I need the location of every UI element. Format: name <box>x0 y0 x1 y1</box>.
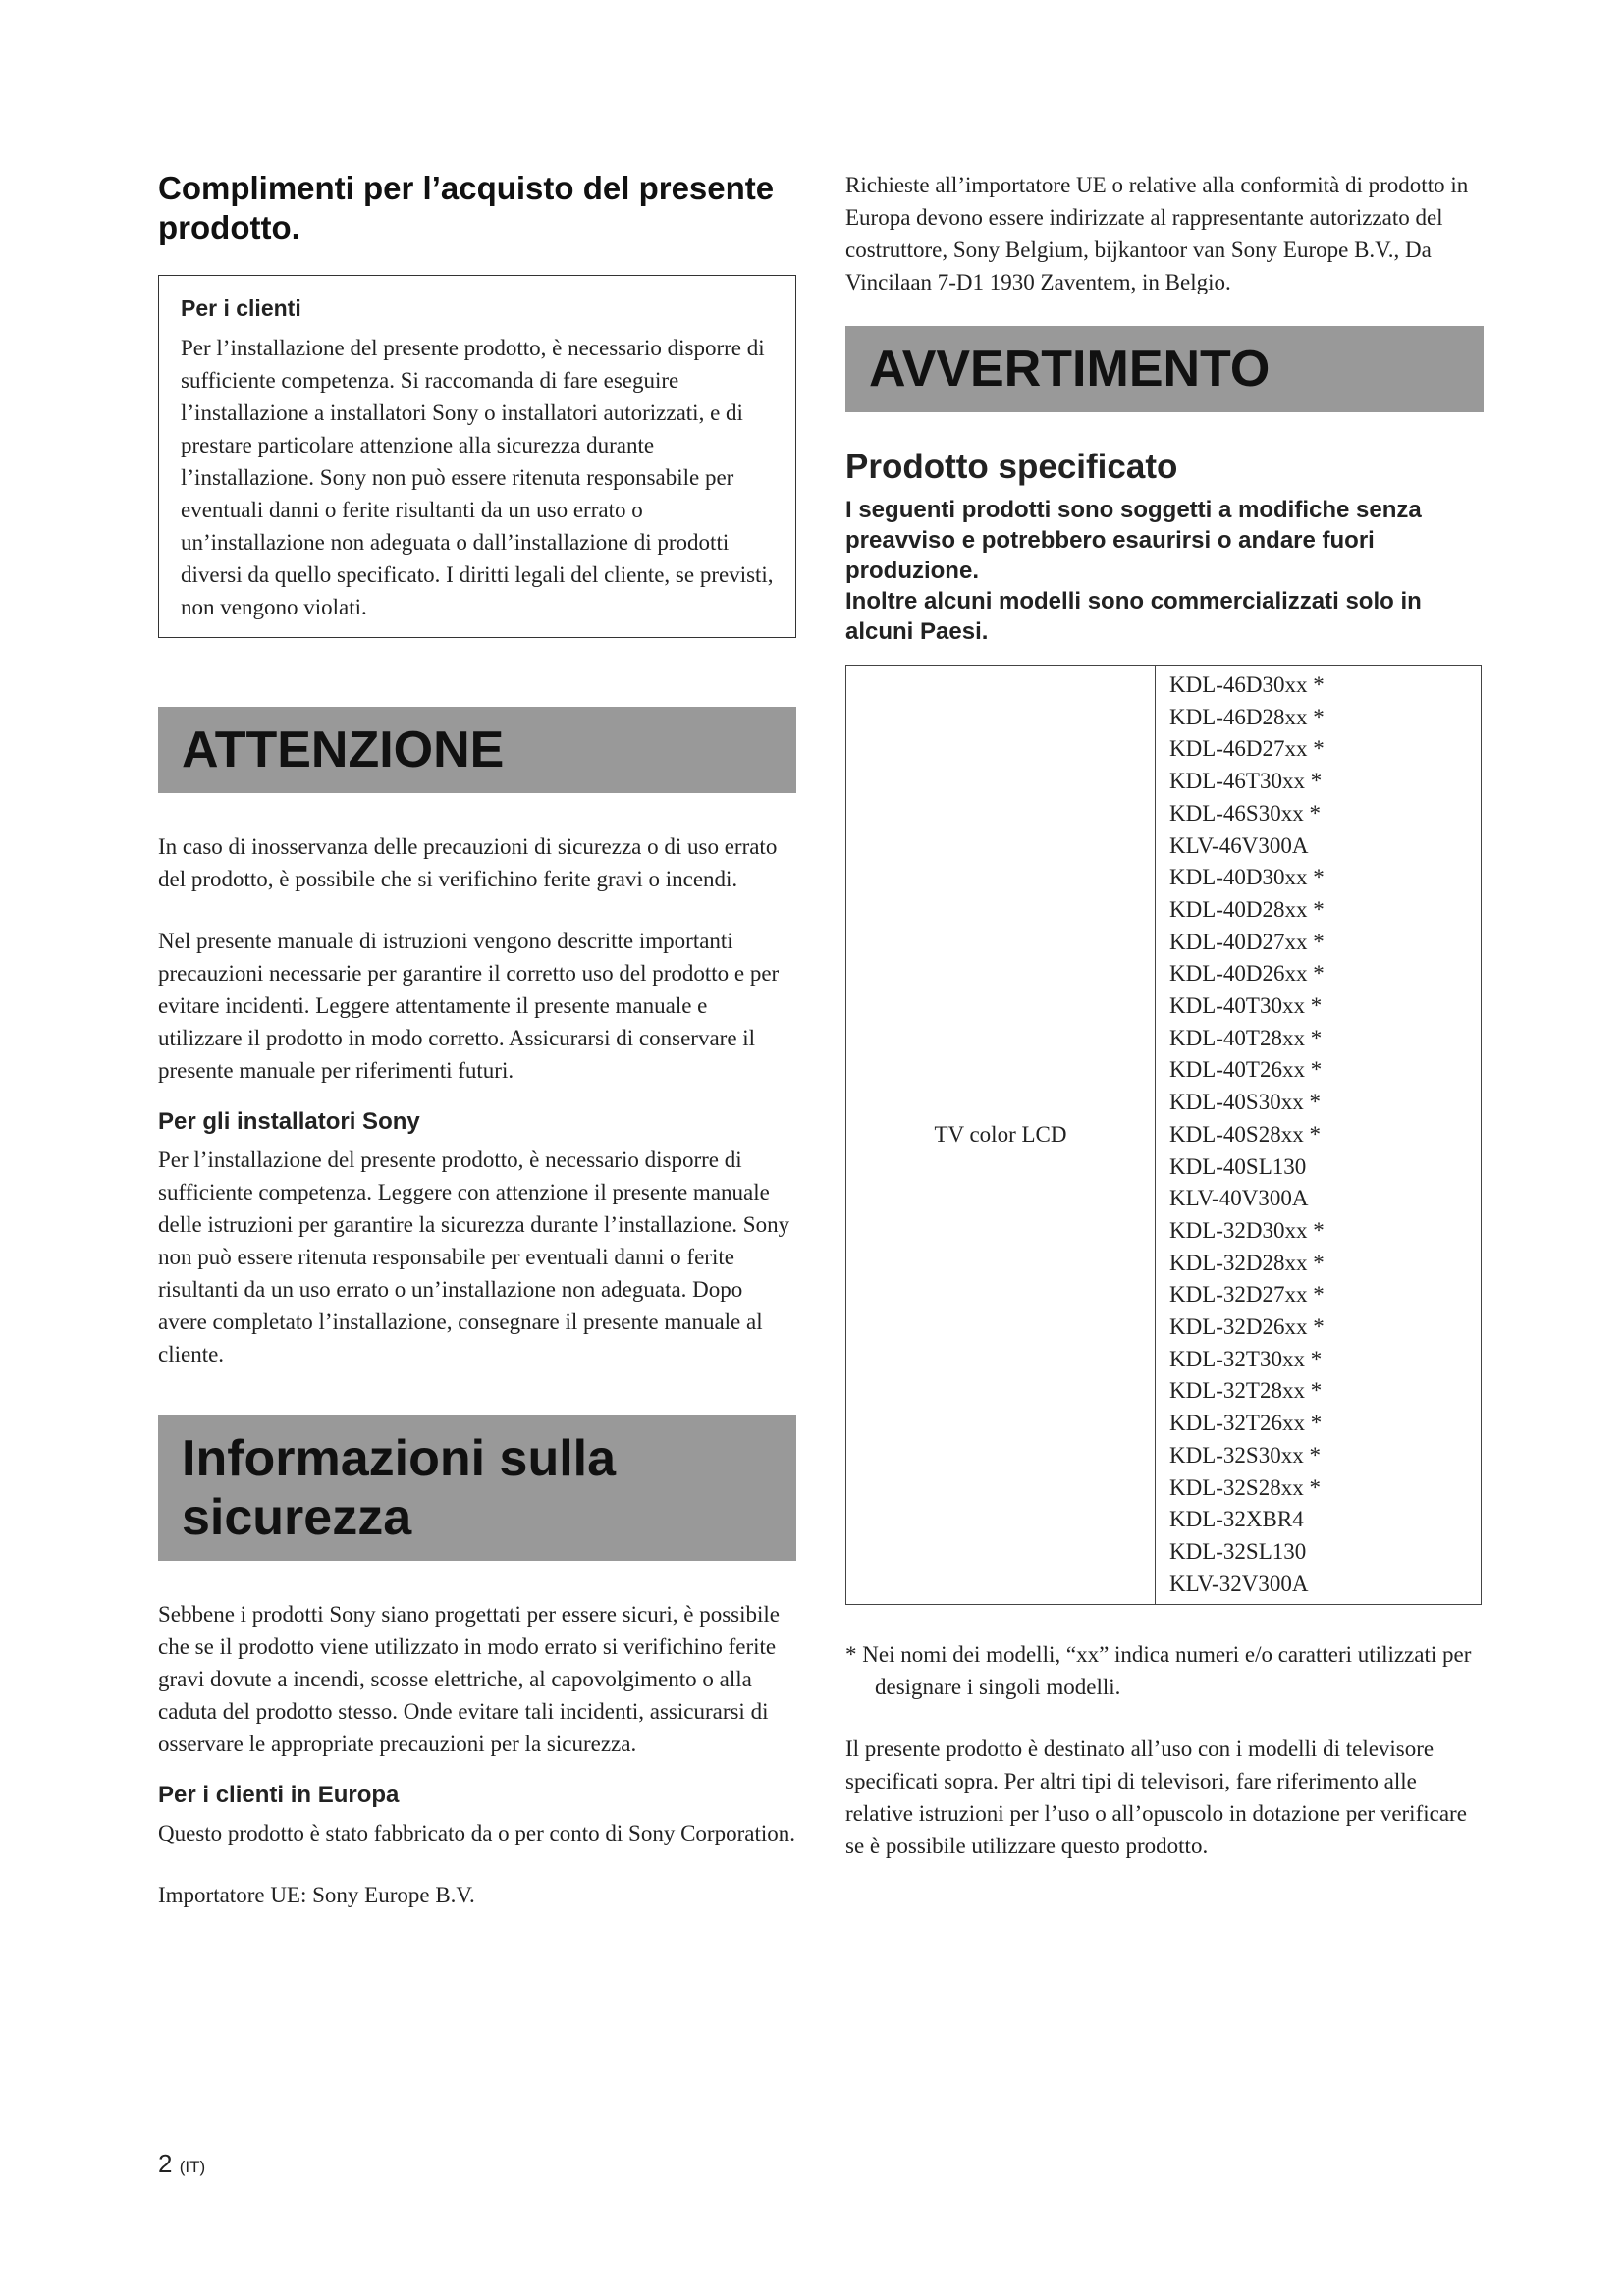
page-number <box>158 2149 205 2179</box>
clients-box-title: Per i clienti <box>181 295 301 321</box>
model-item: KDL-32S28xx * <box>1169 1474 1321 1500</box>
importer-text: Importatore UE: Sony Europe B.V. <box>158 1883 475 1907</box>
right-column <box>845 169 1484 1862</box>
model-item: KDL-32T26xx * <box>1169 1411 1323 1436</box>
installers-heading: Per gli installatori Sony <box>158 1108 420 1135</box>
safety-banner-line-1: Informazioni sulla <box>182 1430 617 1487</box>
model-item: KDL-32T28xx * <box>1169 1378 1323 1404</box>
product-category-cell: TV color LCD <box>846 666 1156 1605</box>
model-item: KDL-32D26xx * <box>1169 1314 1325 1340</box>
model-item: KDL-32XBR4 <box>1169 1507 1304 1532</box>
safety-info-banner <box>158 1415 796 1561</box>
model-item: KDL-32T30xx * <box>1169 1346 1323 1371</box>
model-item: KLV-40V300A <box>1169 1186 1309 1211</box>
model-item: KDL-46T30xx * <box>1169 769 1323 794</box>
safety-text: Sebbene i prodotti Sony siano progettati per essere sicuri, è possibile che se il prodotto viene utilizzato in modo errato si verifichino ferite gravi dovute a incendi, scosse elettriche, al capovolgimento o alla caduta del prodotto stesso. Onde evitare tali incidenti, assicurarsi di osservare le appropriate precauzioni per la sicurezza. <box>158 1602 781 1756</box>
usage-text: Il presente prodotto è destinato all’uso con i modelli di televisore specificati sopra. Per altri tipi di televisori, fare riferimento alle relative istruzioni per l’uso o all’opuscolo in dotazione per verificare se è possibile utilizzare questo prodotto. <box>845 1736 1467 1859</box>
model-item: KDL-46S30xx * <box>1169 800 1321 826</box>
model-item: KLV-46V300A <box>1169 832 1309 858</box>
conformity-text: Richieste all’importatore UE o relative alla conformità di prodotto in Europa devono essere indirizzate al rappresentante autorizzato del costruttore, Sony Belgium, bijkantoor van Sony Europe B.V., Da Vincilaan 7-D1 1930 Zaventem, in Belgio. <box>845 173 1469 294</box>
page-title: Complimenti per l’acquisto del presente prodotto. <box>158 170 775 245</box>
product-heading: Prodotto specificato <box>845 448 1178 486</box>
product-table <box>845 665 1482 1605</box>
model-item: KDL-40S30xx * <box>1169 1090 1321 1115</box>
model-item: KLV-32V300A <box>1169 1571 1309 1596</box>
model-item: KDL-46D30xx * <box>1169 672 1325 697</box>
model-item: KDL-40D26xx * <box>1169 961 1325 987</box>
product-note-1: I seguenti prodotti sono soggetti a modifiche senza preavviso e potrebbero esaurirsi o andare fuori produzione. <box>845 497 1422 584</box>
safety-banner-line-2: sicurezza <box>182 1489 412 1546</box>
model-item: KDL-40D27xx * <box>1169 929 1325 954</box>
clients-notice-box <box>158 275 796 638</box>
europe-heading: Per i clienti in Europa <box>158 1782 400 1808</box>
warning-banner: AVVERTIMENTO <box>845 326 1484 412</box>
attention-banner: ATTENZIONE <box>158 707 796 793</box>
model-item: KDL-40T30xx * <box>1169 993 1323 1019</box>
attention-paragraph-1: In caso di inosservanza delle precauzioni di sicurezza o di uso errato del prodotto, è possibile che si verifichino ferite gravi o incendi. <box>158 834 778 891</box>
model-item: KDL-46D28xx * <box>1169 704 1325 729</box>
model-item: KDL-32SL130 <box>1169 1538 1307 1564</box>
left-column <box>158 169 796 1911</box>
model-item: KDL-32D28xx * <box>1169 1250 1325 1275</box>
model-list-cell <box>1156 666 1482 1605</box>
language-code: (IT) <box>179 2158 206 2176</box>
page-number-value: 2 <box>158 2149 173 2178</box>
model-item: KDL-40D28xx * <box>1169 896 1325 922</box>
model-item: KDL-46D27xx * <box>1169 736 1325 762</box>
attention-paragraph-2: Nel presente manuale di istruzioni vengono descritte importanti precauzioni necessarie per garantire il corretto uso del prodotto e per evitare incidenti. Leggere attentamente il presente manuale e utilizzare il prodotto in modo corretto. Assicurarsi di conservare il presente manuale per riferimenti futuri. <box>158 929 780 1083</box>
model-item: KDL-32D27xx * <box>1169 1282 1325 1308</box>
clients-box-text: Per l’installazione del presente prodotto, è necessario disporre di sufficiente competenza. Si raccomanda di fare eseguire l’installazione a installatori Sony o installatori autorizzati, e di prestare particolare attenzione alla sicurezza durante l’installazione. Sony non può essere ritenuta responsabile per eventuali danni o ferite risultanti da un uso errato o un’installazione non adeguata o dall’installazione di prodotti diversi da quello specificato. I diritti legali del cliente, se previsti, non vengono violati. <box>181 336 774 619</box>
installers-text: Per l’installazione del presente prodotto, è necessario disporre di sufficiente competenza. Leggere con attenzione il presente manuale delle istruzioni per garantire la sicurezza durante l’installazione. Sony non può essere ritenuta responsabile per eventuali danni o ferite risultanti da un uso errato o un’installazione non adeguata. Dopo avere completato l’installazione, consegnare il presente manuale al cliente. <box>158 1148 790 1366</box>
model-item: KDL-40S28xx * <box>1169 1121 1321 1147</box>
model-item: KDL-40SL130 <box>1169 1153 1307 1179</box>
model-item: KDL-32D30xx * <box>1169 1217 1325 1243</box>
model-item: KDL-40T26xx * <box>1169 1057 1323 1083</box>
table-row <box>846 666 1482 1605</box>
footnote: * Nei nomi dei modelli, “xx” indica numeri e/o caratteri utilizzati per designare i singoli modelli. <box>845 1642 1472 1700</box>
product-note-2: Inoltre alcuni modelli sono commercializzati solo in alcuni Paesi. <box>845 588 1422 645</box>
model-item: KDL-40T28xx * <box>1169 1025 1323 1050</box>
model-item: KDL-40D30xx * <box>1169 865 1325 890</box>
europe-text: Questo prodotto è stato fabbricato da o per conto di Sony Corporation. <box>158 1821 795 1845</box>
model-item: KDL-32S30xx * <box>1169 1442 1321 1468</box>
